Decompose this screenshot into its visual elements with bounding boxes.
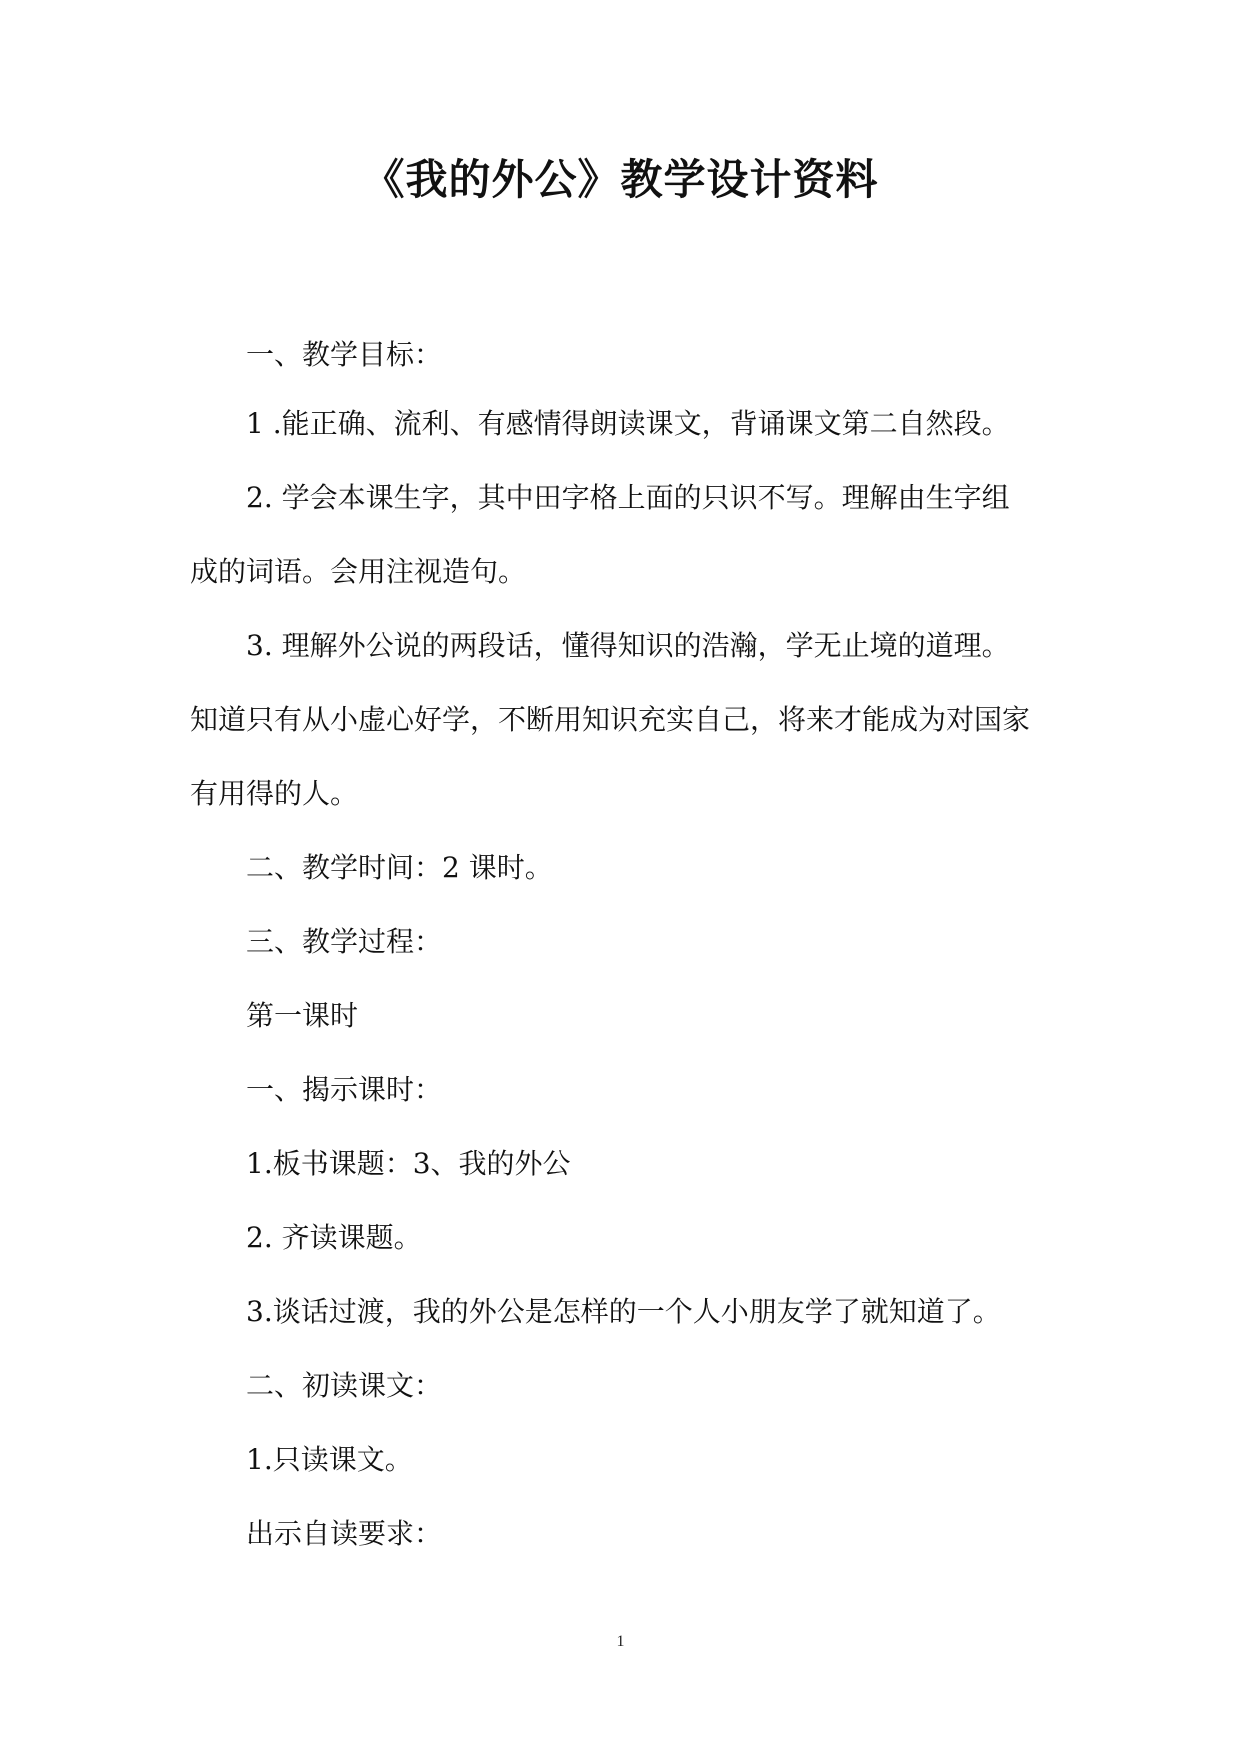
paragraph-process-heading (190, 923, 1070, 961)
text-line: 三、教学过程： (246, 925, 443, 958)
page-number: 1 (616, 1633, 625, 1650)
text-line: 2. 学会本课生字，其中田字格上面的只识不写。理解由生字组 (246, 481, 1010, 514)
text-line: 一、教学目标： (246, 338, 443, 371)
paragraph-teaching-time (190, 849, 1070, 887)
text-line: 二、初读课文： (246, 1369, 443, 1402)
text-line: 二、教学时间：2 课时。 (246, 851, 553, 884)
paragraph-self-reading-requirements (190, 1515, 1070, 1553)
document-title: 《我的外公》教学设计资料 (362, 155, 879, 204)
paragraph-objectives-heading (190, 336, 1070, 374)
text-line: 3. 理解外公说的两段话，懂得知识的浩瀚，学无止境的道理。 (246, 629, 1010, 662)
text-line: 一、揭示课时： (246, 1073, 443, 1106)
paragraph-objective-1 (190, 405, 1070, 443)
paragraph-blackboard-title (190, 1145, 1070, 1183)
text-line: 有用得的人。 (190, 777, 359, 810)
text-line: 2. 齐读课题。 (246, 1221, 422, 1254)
text-line: 1 .能正确、流利、有感情得朗读课文，背诵课文第二自然段。 (246, 407, 1010, 440)
text-line: 1.只读课文。 (246, 1443, 413, 1476)
paragraph-objective-3-cont-1 (190, 701, 1070, 739)
text-line: 3.谈话过渡，我的外公是怎样的一个人小朋友学了就知道了。 (246, 1295, 1001, 1328)
paragraph-transition (190, 1293, 1070, 1331)
text-line: 知道只有从小虚心好学，不断用知识充实自己，将来才能成为对国家 (190, 703, 1031, 736)
paragraph-read-text (190, 1441, 1070, 1479)
text-line: 成的词语。会用注视造句。 (190, 555, 527, 588)
text-line: 1.板书课题：3、我的外公 (246, 1147, 571, 1180)
paragraph-objective-3 (190, 627, 1070, 665)
paragraph-objective-2-cont (190, 553, 1070, 591)
paragraph-first-lesson (190, 997, 1070, 1035)
text-line: 第一课时 (246, 999, 359, 1032)
paragraph-first-reading-heading (190, 1367, 1070, 1405)
paragraph-objective-2 (190, 479, 1070, 517)
paragraph-objective-3-cont-2 (190, 775, 1070, 813)
text-line: 出示自读要求： (246, 1517, 443, 1550)
paragraph-read-title (190, 1219, 1070, 1257)
paragraph-reveal-heading (190, 1071, 1070, 1109)
